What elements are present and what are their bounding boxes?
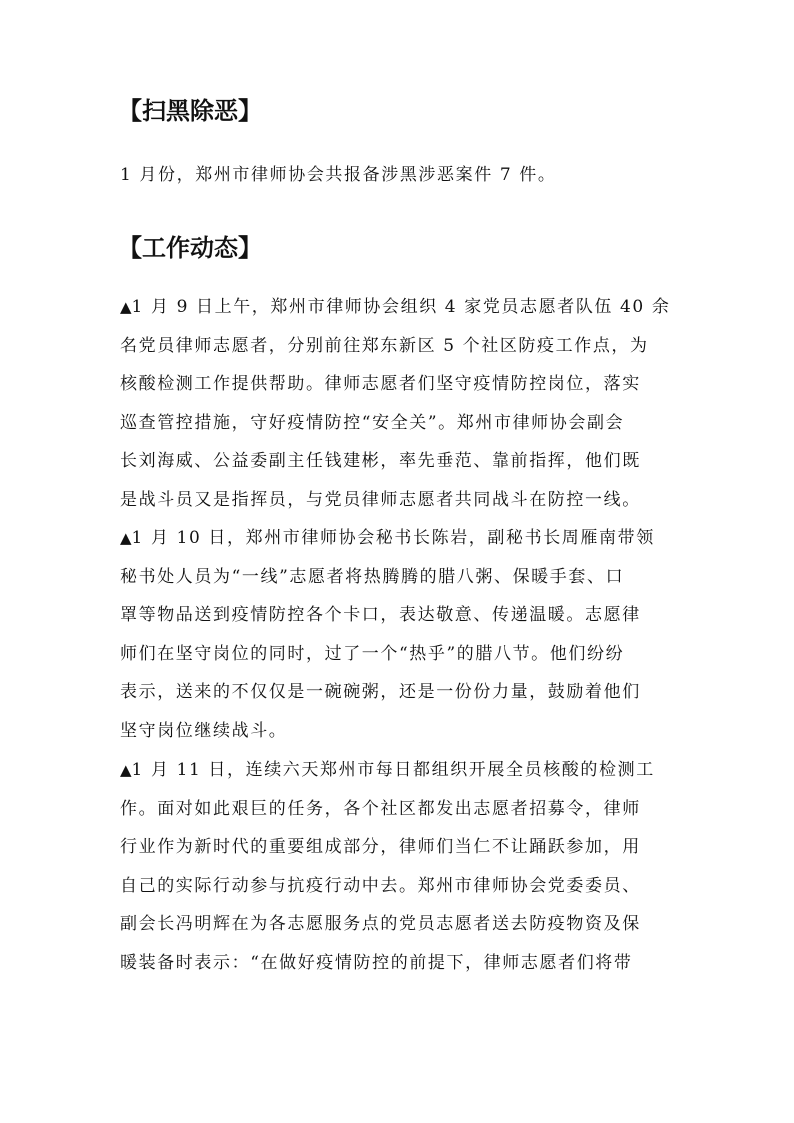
text-line: 自己的实际行动参与抗疫行动中去。郑州市律师协会党委委员、 (120, 875, 641, 896)
crime-summary-text: 1 月份，郑州市律师协会共报备涉黑涉恶案件 7 件。 (120, 165, 557, 185)
work-item-3 (120, 751, 673, 983)
line-text: 1 月 11 日，连续六天郑州市每日都组织开展全员核酸的检测工 (131, 760, 655, 780)
text-line: 坚守岗位继续战斗。 (120, 720, 288, 741)
triangle-bullet-icon: ▲ (120, 761, 132, 779)
text-line: 暖装备时表示：“在做好疫情防控的前提下，律师志愿者们将带 (120, 952, 633, 973)
text-line (120, 751, 673, 790)
triangle-bullet-icon: ▲ (120, 298, 132, 316)
line-text: 1 月 9 日上午，郑州市律师协会组织 4 家党员志愿者队伍 40 余 (131, 297, 671, 317)
text-line: 核酸检测工作提供帮助。律师志愿者们坚守疫情防控岗位，落实 (120, 374, 641, 395)
text-line (120, 519, 673, 558)
text-line: 名党员律师志愿者，分别前往郑东新区 5 个社区防疫工作点，为 (120, 335, 649, 356)
text-line: 巡查管控措施，守好疫情防控“安全关”。郑州市律师协会副会 (120, 412, 625, 433)
text-line: 作。面对如此艰巨的任务，各个社区都发出志愿者招募令，律师 (120, 798, 641, 819)
section-heading-work: 【工作动态】 (118, 234, 262, 262)
text-line: 是战斗员又是指挥员，与党员律师志愿者共同战斗在防控一线。 (120, 489, 641, 510)
crime-summary-paragraph (120, 156, 673, 195)
triangle-bullet-icon: ▲ (120, 529, 132, 547)
text-line: 副会长冯明辉在为各志愿服务点的党员志愿者送去防疫物资及保 (120, 914, 641, 935)
line-text: 1 月 10 日，郑州市律师协会秘书长陈岩，副秘书长周雁南带领 (131, 528, 655, 548)
text-line: 行业作为新时代的重要组成部分，律师们当仁不让踊跃参加，用 (120, 837, 641, 858)
text-line: 长刘海威、公益委副主任钱建彬，率先垂范、靠前指挥，他们既 (120, 451, 641, 472)
work-item-1 (120, 288, 673, 520)
text-line (120, 288, 673, 327)
text-line: 罩等物品送到疫情防控各个卡口，表达敬意、传递温暖。志愿律 (120, 605, 641, 626)
section-heading-crime: 【扫黑除恶】 (118, 97, 262, 125)
text-line: 秘书处人员为“一线”志愿者将热腾腾的腊八粥、保暖手套、口 (120, 566, 625, 587)
work-item-2 (120, 519, 673, 751)
text-line: 表示，送来的不仅仅是一碗碗粥，还是一份份力量，鼓励着他们 (120, 682, 641, 703)
text-line: 师们在坚守岗位的同时，过了一个“热乎”的腊八节。他们纷纷 (120, 643, 625, 664)
